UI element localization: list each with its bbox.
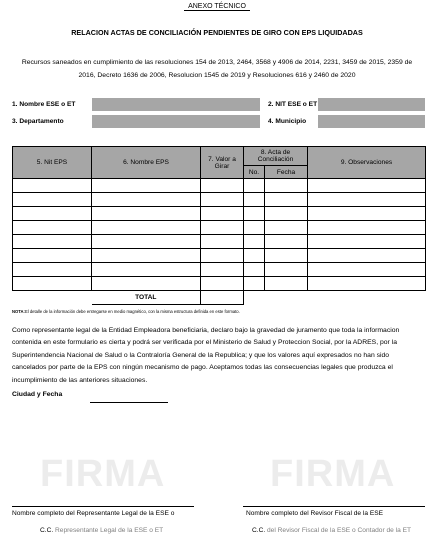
col-header-acta-fecha: Fecha [265,166,308,179]
table-cell[interactable] [13,207,92,221]
table-row[interactable] [13,263,426,277]
table-cell[interactable] [13,221,92,235]
signature-name-right: Nombre completo del Revisor Fiscal de la ESE [246,510,384,517]
declaration-text: Como representante legal de la Entidad Empleadora beneficiaria, declaro bajo la gravedad de juramento que toda la informacion contenida en este formulario es cierta y podrá ser verificada por el Ministerio de Salud y Proteccion Social, por la ADRES, por la Superintendencia Nacional de Salud o la Contraloría General de la Republica; y que los valores aquí expresados no han sido cancelados por parte de la EPS con ningún mecanismo de pago. Aceptamos todas las consecuencias legales que produzca el incumplimiento de las anteriores situaciones. [12,327,400,384]
col-header-valor-girar: 7. Valor a Girar [201,147,244,179]
table-row[interactable] [13,277,426,291]
table-cell[interactable] [201,179,244,193]
annex-label: ANEXO TÉCNICO [184,3,250,11]
table-cell[interactable] [308,277,426,291]
table-total-row [13,291,426,305]
table-cell[interactable] [92,207,201,221]
resolutions-line-1: Recursos saneados en cumplimiento de las resoluciones 154 de 2013, 2464, 3568 y 4906 de 2014, 2231, 3459 de 2015, 2359 de [21,59,413,66]
field-input-departamento[interactable] [92,115,260,128]
field-input-municipio[interactable] [318,115,425,128]
table-cell[interactable] [265,193,308,207]
table-cell[interactable] [265,277,308,291]
table-row[interactable] [13,179,426,193]
table-cell[interactable] [308,193,426,207]
table-cell[interactable] [201,207,244,221]
table-cell[interactable] [92,235,201,249]
table-cell[interactable] [201,263,244,277]
col-header-acta-no: No. [244,166,265,179]
table-cell[interactable] [265,207,308,221]
field-label-nit-ese: 2. NIT ESE o ET [268,101,318,108]
table-cell[interactable] [13,193,92,207]
col-header-observaciones: 9. Observaciones [308,147,426,179]
signature-cc-right [252,527,411,534]
table-cell[interactable] [308,221,426,235]
table-cell[interactable] [265,263,308,277]
signature-name-left: Nombre completo del Representante Legal de la ESE o [12,510,175,517]
nota-text [12,309,240,314]
annex-heading [0,3,434,10]
city-date-label: Ciudad y Fecha [12,391,63,398]
table-cell[interactable] [244,249,265,263]
table-cell[interactable] [265,235,308,249]
conciliation-table [12,146,426,305]
table-cell[interactable] [13,263,92,277]
signature-line-left[interactable] [12,506,194,507]
signature-line-right[interactable] [243,506,425,507]
table-cell[interactable] [244,221,265,235]
table-cell[interactable] [13,235,92,249]
table-cell[interactable] [201,193,244,207]
total-label: TOTAL [92,291,201,305]
table-cell[interactable] [244,207,265,221]
form-title: RELACION ACTAS DE CONCILIACIÓN PENDIENTES DE GIRO CON EPS LIQUIDADAS [71,28,363,37]
table-row[interactable] [13,235,426,249]
table-cell[interactable] [13,277,92,291]
table-cell[interactable] [265,179,308,193]
col-header-acta: 8. Acta de Conciliación [244,147,308,166]
table-cell[interactable] [308,249,426,263]
table-cell[interactable] [308,207,426,221]
table-cell[interactable] [308,263,426,277]
table-cell[interactable] [244,193,265,207]
table-cell[interactable] [13,179,92,193]
firma-watermark-right: FIRMA [270,453,396,495]
table-cell[interactable] [92,179,201,193]
table-cell[interactable] [13,249,92,263]
table-row[interactable] [13,193,426,207]
total-blank [244,291,426,305]
field-input-nombre-ese[interactable] [92,98,260,111]
table-cell[interactable] [92,263,201,277]
field-input-nit-ese[interactable] [318,98,425,111]
col-header-nombre-eps: 6. Nombre EPS [92,147,201,179]
table-row[interactable] [13,249,426,263]
table-cell[interactable] [92,193,201,207]
table-cell[interactable] [201,249,244,263]
nota-body: El detalle de la información debe entregarse en medio magnético, con la misma estructura definida en este formato. [24,309,240,314]
table-row[interactable] [13,207,426,221]
signature-cc-left [40,527,163,534]
resolutions-text [12,56,422,82]
cc-label-left: C.C. [40,527,54,534]
cc-label-right: C.C. [252,527,266,534]
field-label-departamento: 3. Departamento [12,118,64,125]
table-cell[interactable] [244,277,265,291]
table-row[interactable] [13,221,426,235]
total-value-cell[interactable] [201,291,244,305]
nota-label: NOTA: [12,309,25,314]
table-cell[interactable] [244,235,265,249]
cc-desc-left: Representante Legal de la ESE o ET [53,527,164,534]
table-cell[interactable] [265,221,308,235]
table-cell[interactable] [308,235,426,249]
table-cell[interactable] [201,221,244,235]
table-cell[interactable] [308,179,426,193]
table-cell[interactable] [244,179,265,193]
col-header-nit-eps: 5. Nit EPS [13,147,92,179]
resolutions-line-2: 2016, Decreto 1636 de 2006, Resolucion 1545 de 2019 y Resoluciones 616 y 2460 de 2020 [78,72,356,79]
cc-desc-right: del Revisor Fiscal de la ESE o Contador de la ET [265,527,412,534]
total-spacer [13,291,92,305]
table-cell[interactable] [201,235,244,249]
city-date-line[interactable] [90,402,168,403]
table-cell[interactable] [244,263,265,277]
field-label-nombre-ese: 1. Nombre ESE o ET [12,101,76,108]
firma-watermark-left: FIRMA [40,453,166,495]
table-cell[interactable] [92,249,201,263]
table-cell[interactable] [265,249,308,263]
table-cell[interactable] [201,277,244,291]
table-cell[interactable] [92,221,201,235]
table-cell[interactable] [92,277,201,291]
field-label-municipio: 4. Municipio [268,118,307,125]
